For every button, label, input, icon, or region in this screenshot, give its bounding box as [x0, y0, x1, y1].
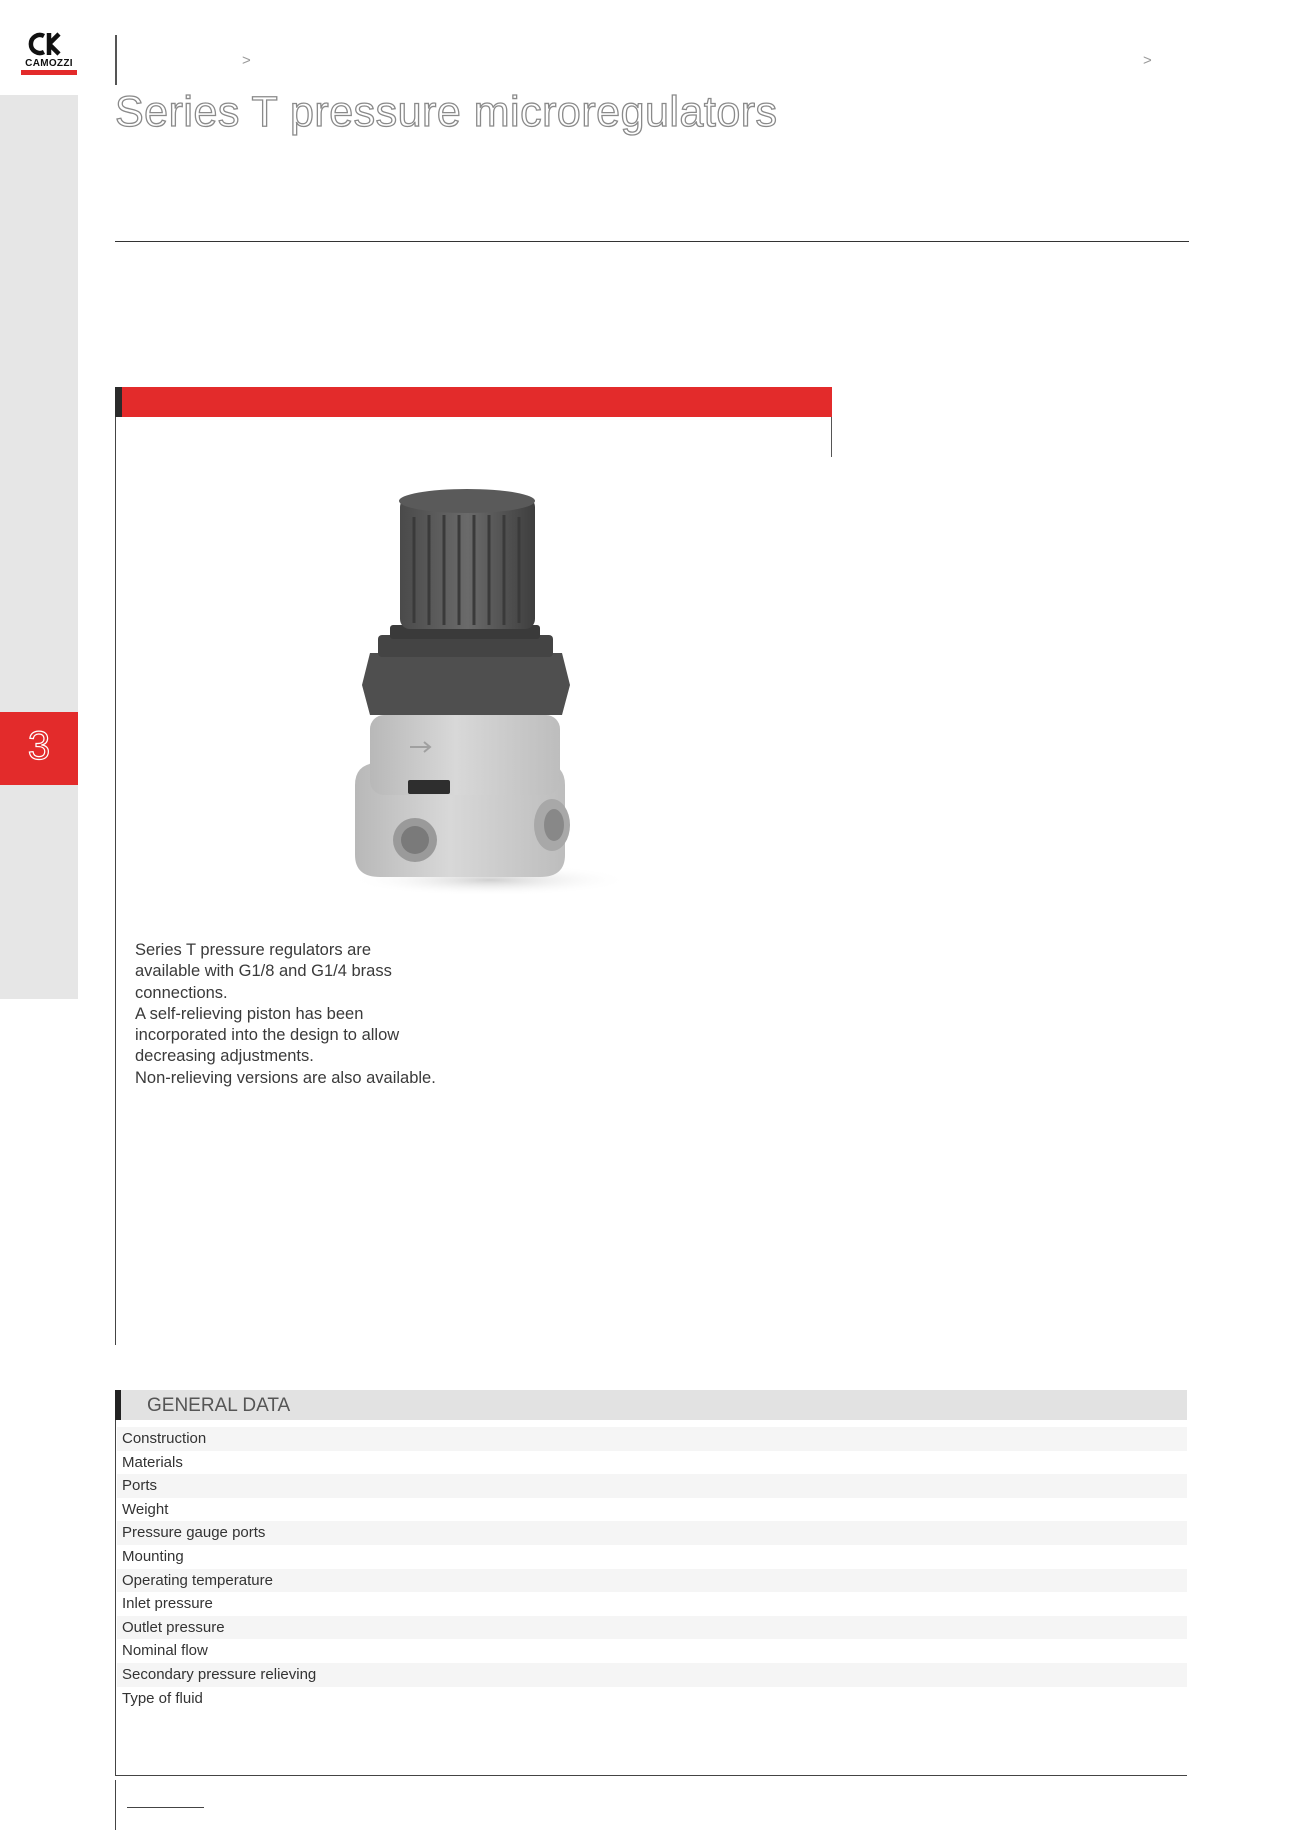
table-row: Secondary pressure relieving	[117, 1663, 1187, 1687]
product-image	[330, 485, 630, 905]
table-row: Operating temperature	[117, 1569, 1187, 1593]
breadcrumb-separator-1[interactable]: >	[242, 52, 251, 69]
logo-underline	[21, 70, 77, 75]
footer-divider	[115, 1780, 116, 1830]
general-data-table	[117, 1427, 1187, 1710]
description-line: decreasing adjustments.	[135, 1047, 314, 1066]
table-row: Mounting	[122, 1547, 184, 1565]
table-row: Pressure gauge ports	[117, 1521, 1187, 1545]
general-data-title: GENERAL DATA	[147, 1395, 291, 1416]
table-row: Nominal flow	[122, 1642, 208, 1660]
general-data-accent	[115, 1390, 121, 1420]
table-row: Materials	[122, 1453, 183, 1471]
product-band	[116, 387, 832, 417]
product-description	[135, 940, 495, 1089]
section-number: 3	[27, 724, 51, 768]
band-right-divider	[831, 417, 832, 457]
pressure-regulator-icon	[330, 485, 630, 905]
breadcrumb-separator-2[interactable]: >	[1143, 52, 1152, 69]
header-divider	[115, 35, 117, 85]
description-line: available with G1/8 and G1/4 brass	[135, 962, 392, 981]
description-line: A self-relieving piston has been	[135, 1004, 364, 1023]
table-row: Ports	[117, 1474, 1187, 1498]
table-row: Outlet pressure	[117, 1616, 1187, 1640]
content-left-divider	[115, 417, 116, 1345]
general-data-bottom-rule	[115, 1775, 1187, 1776]
description-line: Non-relieving versions are also available.	[135, 1068, 436, 1087]
page-title: Series T pressure microregulators	[115, 88, 778, 136]
product-band-accent	[115, 387, 122, 417]
camozzi-mark-icon	[20, 30, 78, 60]
description-line: incorporated into the design to allow	[135, 1026, 400, 1045]
camozzi-logo	[20, 30, 78, 80]
title-rule	[115, 241, 1189, 242]
footer-rule	[127, 1807, 204, 1808]
table-row: Inlet pressure	[122, 1595, 213, 1613]
table-row: Construction	[117, 1427, 1187, 1451]
table-row: Type of fluid	[122, 1689, 203, 1707]
logo-wordmark: CAMOZZI	[25, 58, 73, 69]
description-line: connections.	[135, 983, 228, 1002]
table-row: Weight	[122, 1500, 169, 1518]
general-data-divider	[115, 1420, 116, 1775]
description-line: Series T pressure regulators are	[135, 941, 372, 959]
section-tab[interactable]	[0, 712, 78, 785]
general-data-header	[115, 1390, 1187, 1420]
sidebar-strip	[0, 95, 78, 999]
